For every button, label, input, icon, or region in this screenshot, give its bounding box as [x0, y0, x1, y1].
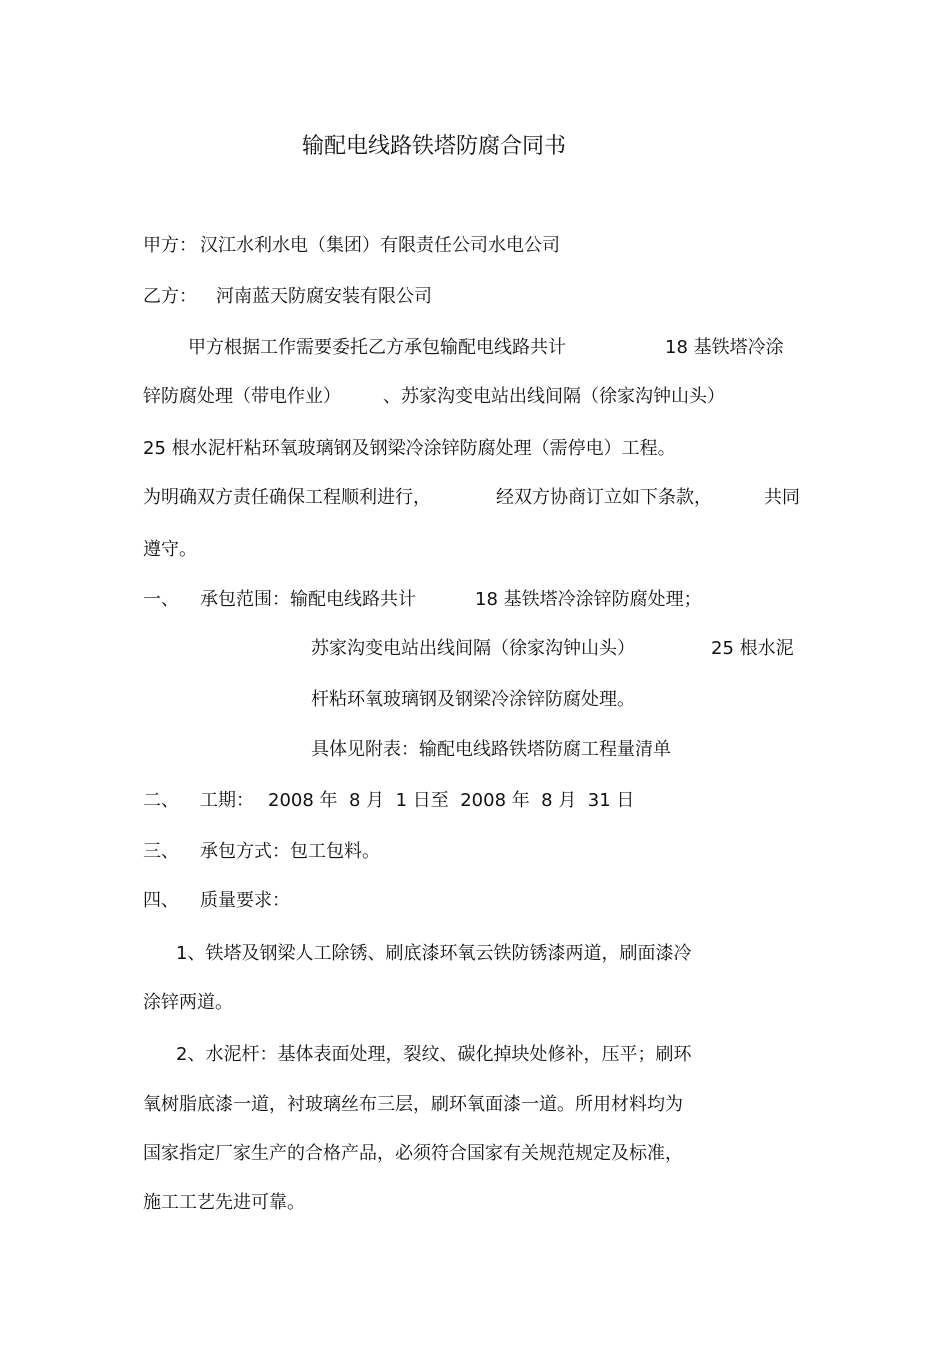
section4-number: 四、	[143, 890, 179, 911]
intro-line1-b: 18 基铁塔冷涂	[665, 337, 784, 358]
party-a-label: 甲方：	[143, 235, 197, 256]
party-a-name: 汉江水利水电（集团）有限责任公司水电公司	[200, 235, 560, 256]
intro-line1-a: 甲方根据工作需要委托乙方承包输配电线路共计	[188, 337, 566, 358]
section1-heading-b: 18 基铁塔冷涂锌防腐处理；	[475, 589, 702, 610]
section1-line3: 杆粘环氧玻璃钢及钢梁冷涂锌防腐处理。	[311, 689, 635, 710]
party-b-label: 乙方：	[143, 286, 197, 307]
section2-period: 2008 年 8 月 1 日至 2008 年 8 月 31 日	[268, 790, 635, 811]
party-b-name: 河南蓝天防腐安装有限公司	[216, 286, 432, 307]
section4-text: 质量要求：	[200, 890, 290, 911]
section1-line4: 具体见附表：输配电线路铁塔防腐工程量清单	[311, 739, 671, 760]
section4-item1-line1: 1、铁塔及钢梁人工除锈、刷底漆环氧云铁防锈漆两道，刷面漆冷	[176, 943, 692, 964]
section4-item2-line1: 2、水泥杆：基体表面处理，裂纹、碳化掉块处修补，压平；刷环	[176, 1044, 692, 1065]
section4-item2-line2: 氧树脂底漆一道，衬玻璃丝布三层，刷环氧面漆一道。所用材料均为	[143, 1094, 683, 1115]
intro-line4-a: 为明确双方责任确保工程顺利进行，	[143, 487, 431, 508]
intro-line5: 遵守。	[143, 539, 197, 560]
section2-heading: 工期：	[200, 790, 254, 811]
section2-number: 二、	[143, 790, 179, 811]
page-title: 输配电线路铁塔防腐合同书	[302, 134, 567, 159]
intro-line2-b: 、苏家沟变电站出线间隔（徐家沟钟山头）	[383, 386, 725, 407]
section3-number: 三、	[143, 841, 179, 862]
section3-text: 承包方式：包工包料。	[200, 841, 380, 862]
section4-item1-line2: 涂锌两道。	[143, 992, 233, 1013]
section1-heading: 承包范围：输配电线路共计	[200, 589, 416, 610]
section1-number: 一、	[143, 589, 179, 610]
section4-item2-line4: 施工工艺先进可靠。	[143, 1192, 305, 1213]
intro-line3: 25 根水泥杆粘环氧玻璃钢及钢梁冷涂锌防腐处理（需停电）工程。	[143, 438, 676, 459]
intro-line2-a: 锌防腐处理（带电作业）	[143, 386, 341, 407]
section4-item2-line3: 国家指定厂家生产的合格产品，必须符合国家有关规范规定及标准，	[143, 1143, 683, 1164]
section1-line2-b: 25 根水泥	[711, 638, 794, 659]
intro-line4-b: 经双方协商订立如下条款，	[496, 487, 712, 508]
intro-line4-c: 共同	[764, 487, 800, 508]
section1-line2-a: 苏家沟变电站出线间隔（徐家沟钟山头）	[311, 638, 635, 659]
